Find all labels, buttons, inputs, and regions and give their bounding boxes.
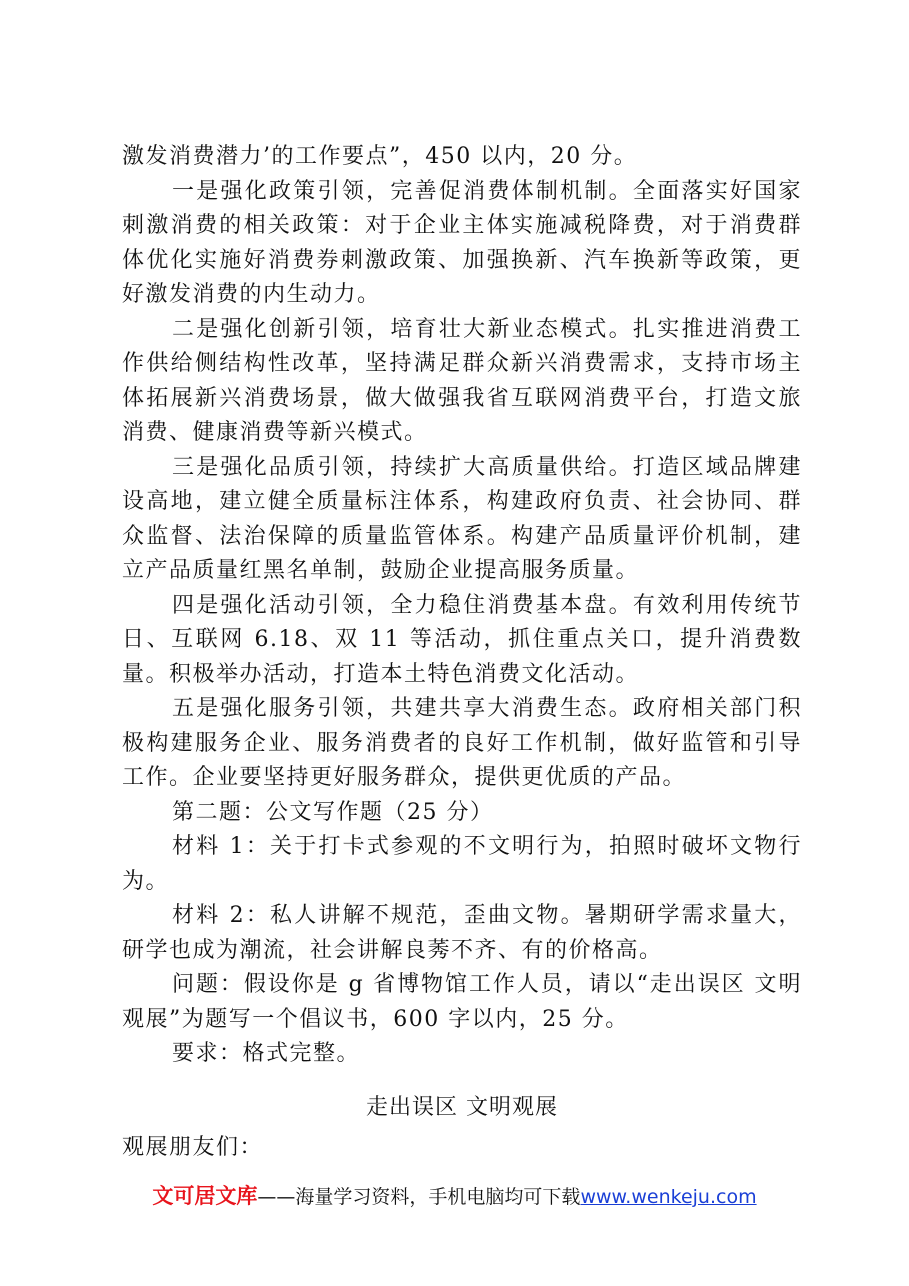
footer-brand: 文可居文库 [152,1184,258,1208]
footer-banner [0,1180,909,1210]
question-prompt: 问题：假设你是 g 省博物馆工作人员，请以“走出误区 文明观展”为题写一个倡议书，600 字以内，25 分。 [122,972,802,1032]
paragraph: 四是强化活动引领，全力稳住消费基本盘。有效利用传统节日、互联网 6.18、双 11 等活动，抓住重点关口，提升消费数量。积极举办活动，打造本土特色消费文化活动。 [122,592,802,687]
paragraph: 一是强化政策引领，完善促消费体制机制。全面落实好国家刺激消费的相关政策：对于企业主体实施减税降费，对于消费群体优化实施好消费券刺激政策、加强换新、汽车换新等政策，更好激发消费的内生动力。 [122,178,802,307]
paragraph: 五是强化服务引领，共建共享大消费生态。政府相关部门积极构建服务企业、服务消费者的良好工作机制，做好监管和引导工作。企业要坚持更好服务群众，提供更优质的产品。 [122,696,802,790]
material-1: 材料 1：关于打卡式参观的不文明行为，拍照时破坏文物行为。 [122,834,802,894]
paragraph: 三是强化品质引领，持续扩大高质量供给。打造区域品牌建设高地，建立健全质量标注体系，构建政府负责、社会协同、群众监督、法治保障的质量监管体系。构建产品质量评价机制，建立产品质量红黑名单制，鼓励企业提高服务质量。 [122,454,802,583]
footer-tagline: ——海量学习资料，手机电脑均可下载 [257,1186,581,1208]
material-2: 材料 2：私人讲解不规范，歪曲文物。暑期研学需求量大，研学也成为潮流，社会讲解良莠不齐、有的价格高。 [122,903,802,963]
footer-link[interactable]: www.wenkeju.com [580,1186,757,1208]
question-title: 第二题：公文写作题（25 分） [172,799,494,825]
requirement: 要求：格式完整。 [172,1041,361,1066]
paragraph: 激发消费潜力’的工作要点”，450 以内，20 分。 [122,144,638,169]
essay-heading: 走出误区 文明观展 [366,1094,558,1120]
paragraph: 二是强化创新引领，培育壮大新业态模式。扎实推进消费工作供给侧结构性改革，坚持满足群众新兴消费需求，支持市场主体拓展新兴消费场景，做大做强我省互联网消费平台，打造文旅消费、健康消费等新兴模式。 [122,316,802,445]
salutation: 观展朋友们： [122,1134,264,1160]
document-body [122,140,802,1165]
